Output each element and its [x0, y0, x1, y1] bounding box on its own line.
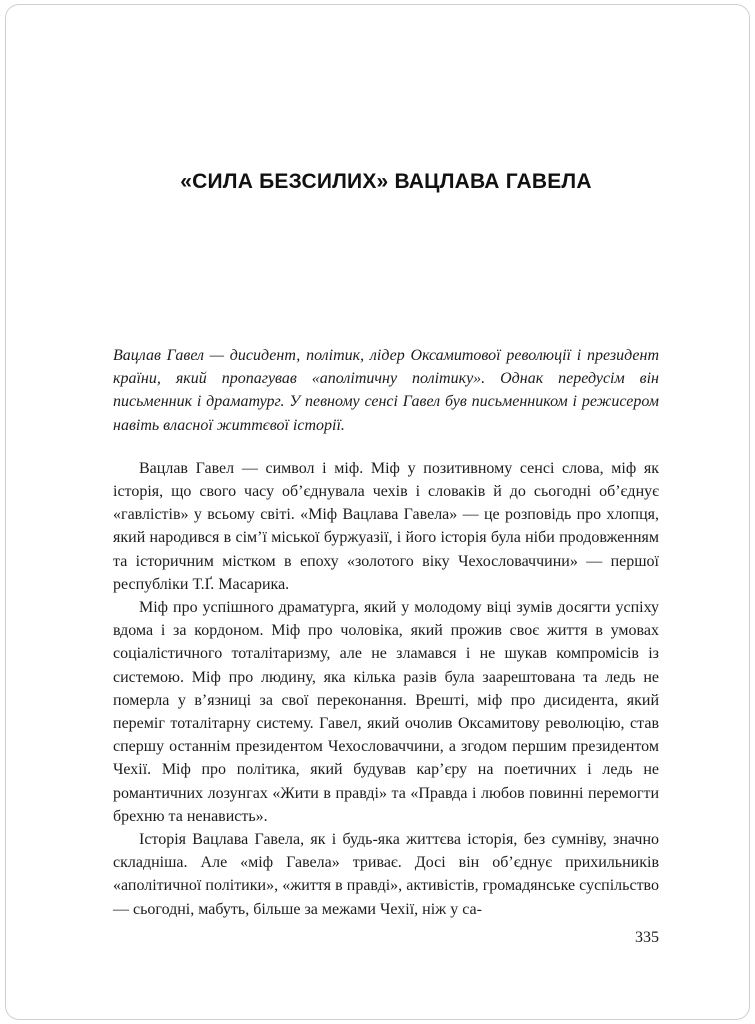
page-title: «СИЛА БЕЗСИЛИХ» ВАЦЛАВА ГАВЕЛА	[180, 170, 592, 193]
body-paragraph: Історія Вацлава Гавела, як і будь-яка життєва історія, без сумніву, значно складніша. Але «міф Гавела» триває. Досі він об’єднує прихильників «аполітичної політики», «життя в правді», активістів, громадянське суспільство — сьогодні, мабуть, більше за межами Чехії, ніж у са-	[113, 831, 659, 918]
lead-paragraph: Вацлав Гавел — дисидент, політик, лідер Оксамитової революції і президент країни, який пропагував «аполітичну політику». Однак передусім він письменник і драматург. У певному сенсі Гавел був письменником і режисером навіть власної життєвої історії.	[113, 347, 659, 434]
body-text	[113, 457, 659, 921]
body-paragraph: Міф про успішного драматурга, який у молодому віці зумів досягти успіху вдома і за кордоном. Міф про чоловіка, який прожив своє життя в умовах соціалістичного тоталітаризму, але не зламався і не шукав компромісів із системою. Міф про людину, яка кілька разів була заарештована та ледь не померла у в’язниці за свої переконання. Врешті, міф про дисидента, який переміг тоталітарну систему. Гавел, який очолив Оксамитову революцію, став спершу останнім президентом Чехословаччини, а згодом першим президентом Чехії. Міф про політика, який будував кар’єру на поетичних і ледь не романтичних лозунгах «Жити в правді» та «Правда і любов повинні перемогти брехню та ненависть».	[113, 599, 659, 825]
page-number: 335	[635, 929, 659, 946]
body-paragraph: Вацлав Гавел — символ і міф. Міф у позитивному сенсі слова, міф як історія, що свого часу об’єднувала чехів і словаків й до сьогодні об’єднує «гавлістів» у всьому світі. «Міф Вацлава Гавела» — це розповідь про хлопця, який народився в сім’ї міської буржуазії, і його історія була ніби продовженням та історичним містком в епоху «золотого віку Чехословаччини» — першої республіки Т.Ґ. Масарика.	[113, 459, 659, 593]
page-content	[113, 0, 659, 921]
